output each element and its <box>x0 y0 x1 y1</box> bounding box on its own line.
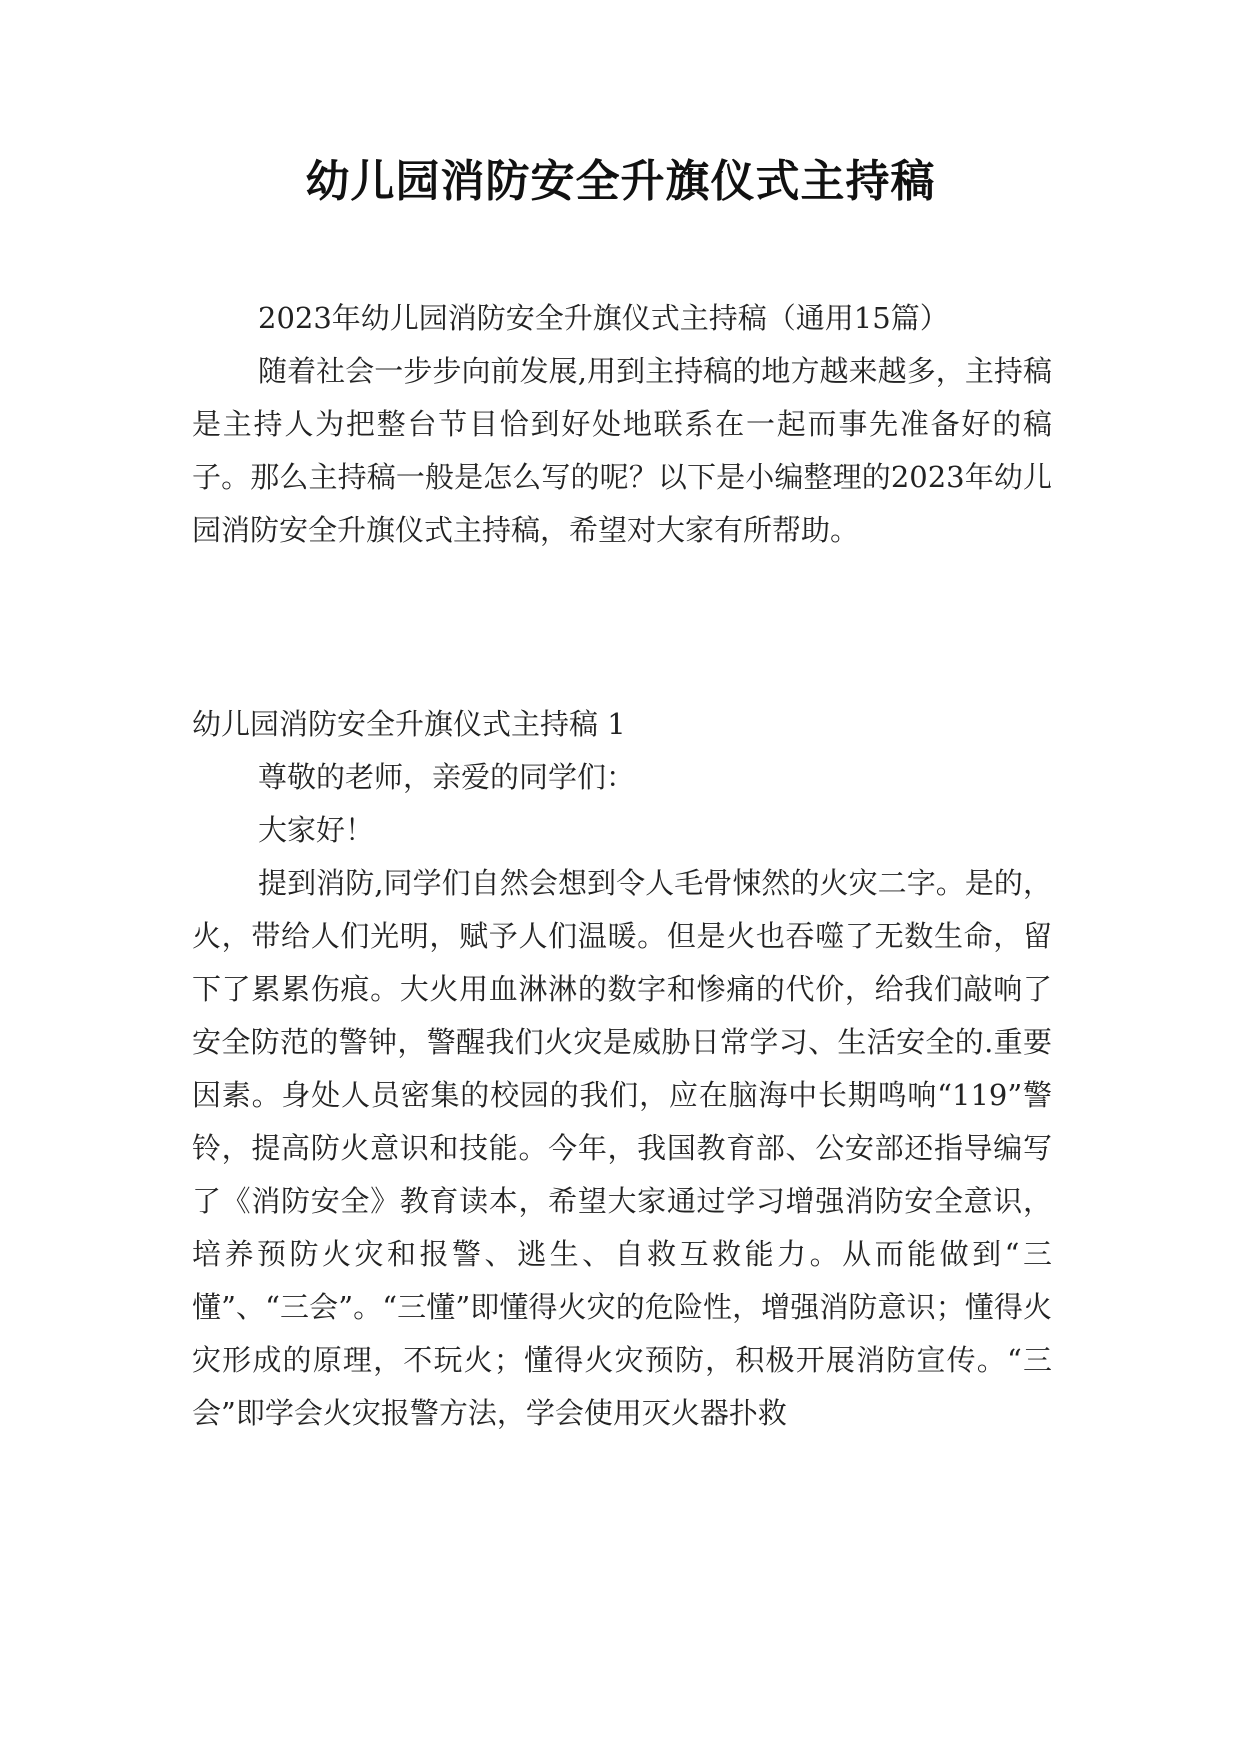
section-1-paragraph: 提到消防,同学们自然会想到令人毛骨悚然的火灾二字。是的，火，带给人们光明，赋予人们温暖。但是火也吞噬了无数生命，留下了累累伤痕。大火用血淋淋的数字和惨痛的代价，给我们敲响了安全防范的警钟，警醒我们火灾是威胁日常学习、生活安全的.重要因素。身处人员密集的校园的我们，应在脑海中长期鸣响“119”警铃，提高防火意识和技能。今年，我国教育部、公安部还指导编写了《消防安全》教育读本，希望大家通过学习增强消防安全意识，培养预防火灾和报警、逃生、自救互救能力。从而能做到“三懂”、“三会”。“三懂”即懂得火灾的危险性，增强消防意识；懂得火灾形成的原理，不玩火；懂得火灾预防，积极开展消防宣传。“三会”即学会火灾报警方法，学会使用灭火器扑救 <box>192 866 1052 1430</box>
section-1-heading: 幼儿园消防安全升旗仪式主持稿 1 <box>192 707 626 741</box>
intro-block <box>192 292 1052 557</box>
section-1-greeting: 大家好！ <box>258 813 375 847</box>
intro-subtitle: 2023年幼儿园消防安全升旗仪式主持稿（通用15篇） <box>258 301 949 335</box>
section-1-salutation: 尊敬的老师，亲爱的同学们： <box>258 760 636 794</box>
intro-paragraph: 随着社会一步步向前发展,用到主持稿的地方越来越多，主持稿是主持人为把整台节目恰到好处地联系在一起而事先准备好的稿子。那么主持稿一般是怎么写的呢？以下是小编整理的2023年幼儿园消防安全升旗仪式主持稿，希望对大家有所帮助。 <box>192 354 1052 547</box>
document-title: 幼儿园消防安全升旗仪式主持稿 <box>305 156 936 207</box>
section-1 <box>192 698 1052 1440</box>
